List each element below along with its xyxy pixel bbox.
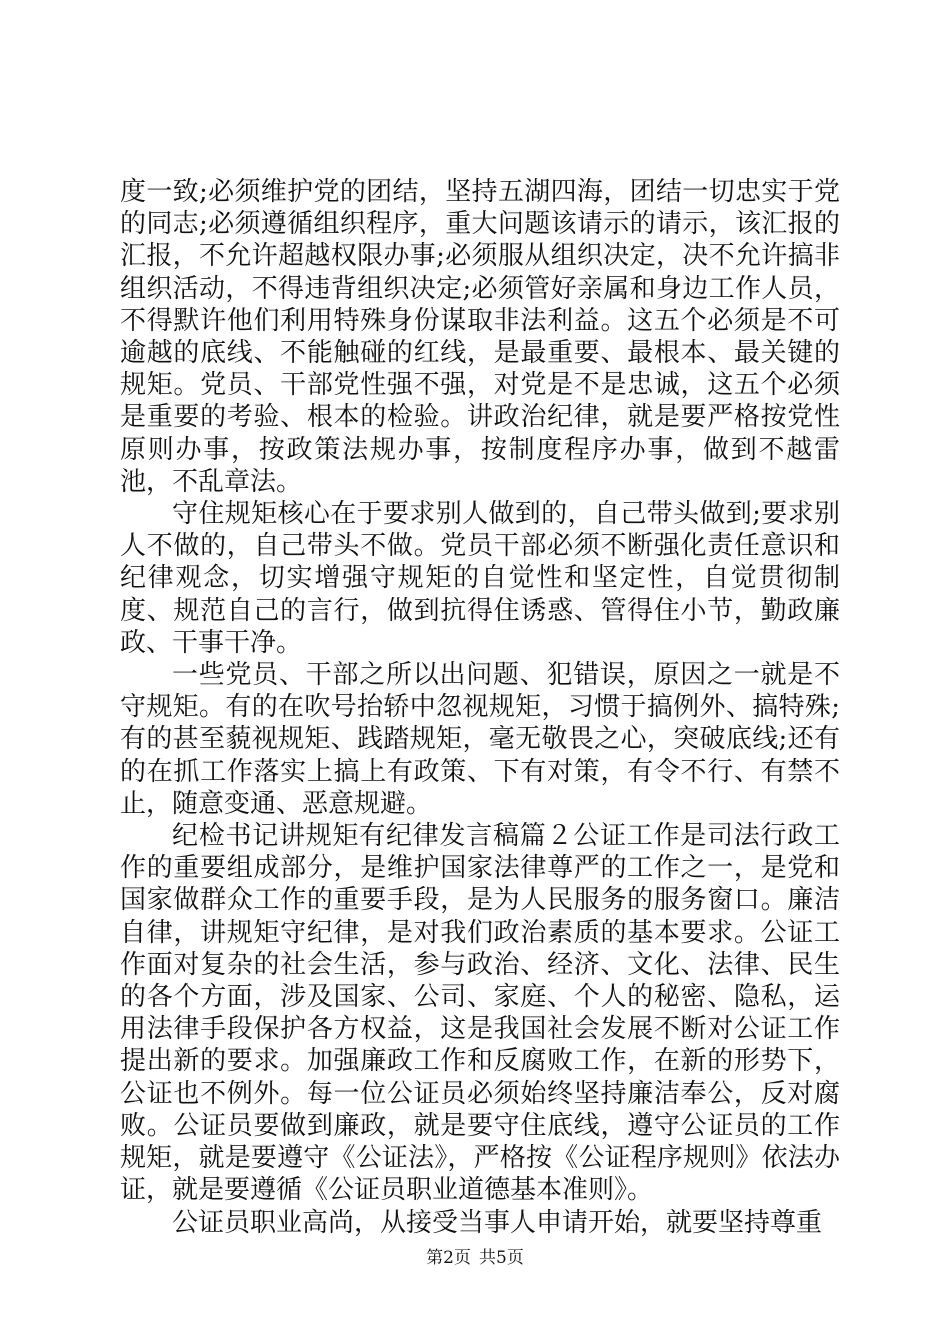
- paragraph-1: 度一致;必须维护党的团结，坚持五湖四海，团结一切忠实于党的同志;必须遵循组织程序，重大问题该请示的请示，该汇报的汇报，不允许超越权限办事;必须服从组织决定，决不允许搞非组织活动，不得违背组织决定;必须管好亲属和身边工作人员，不得默许他们利用特殊身份谋取非法利益。这五个必须是不可逾越的底线、不能触碰的红线，是最重要、最根本、最关键的规矩。党员、干部党性强不强，对党是不是忠诚，这五个必须是重要的考验、根本的检验。讲政治纪律，就是要严格按党性原则办事，按政策法规办事，按制度程序办事，做到不越雷池，不乱章法。: [120, 177, 840, 497]
- page-footer: [0, 1248, 950, 1268]
- document-body: [120, 176, 840, 1239]
- paragraph-5: 公证员职业高尚，从接受当事人申请开始，就要坚持尊重: [172, 1207, 823, 1238]
- page-total: 共5页: [479, 1248, 524, 1268]
- paragraph-3: 一些党员、干部之所以出问题、犯错误，原因之一就是不守规矩。有的在吹号抬轿中忽视规矩，习惯于搞例外、搞特殊;有的甚至藐视规矩、践踏规矩，毫无敬畏之心，突破底线;还有的在抓工作落实上搞上有政策、下有对策，有令不行、有禁不止，随意变通、恶意规避。: [120, 660, 840, 819]
- paragraph-4: 纪检书记讲规矩有纪律发言稿篇２公证工作是司法行政工作的重要组成部分，是维护国家法律尊严的工作之一，是党和国家做群众工作的重要手段，是为人民服务的服务窗口。廉洁自律，讲规矩守纪律，是对我们政治素质的基本要求。公证工作面对复杂的社会生活，参与政治、经济、文化、法律、民生的各个方面，涉及国家、公司、家庭、个人的秘密、隐私，运用法律手段保护各方权益，这是我国社会发展不断对公证工作提出新的要求。加强廉政工作和反腐败工作，在新的形势下，公证也不例外。每一位公证员必须始终坚持廉洁奉公，反对腐败。公证员要做到廉政，就是要守住底线，遵守公证员的工作规矩，就是要遵守《公证法》，严格按《公证程序规则》依法办证，就是要遵循《公证员职业道德基本准则》。: [120, 821, 840, 1206]
- page-number: 第2页: [426, 1248, 471, 1268]
- paragraph-2: 守住规矩核心在于要求别人做到的，自己带头做到;要求别人不做的，自己带头不做。党员干部必须不断强化责任意识和纪律观念，切实增强守规矩的自觉性和坚定性，自觉贯彻制度、规范自己的言行，做到抗得住诱惑、管得住小节，勤政廉政、干事干净。: [120, 499, 840, 658]
